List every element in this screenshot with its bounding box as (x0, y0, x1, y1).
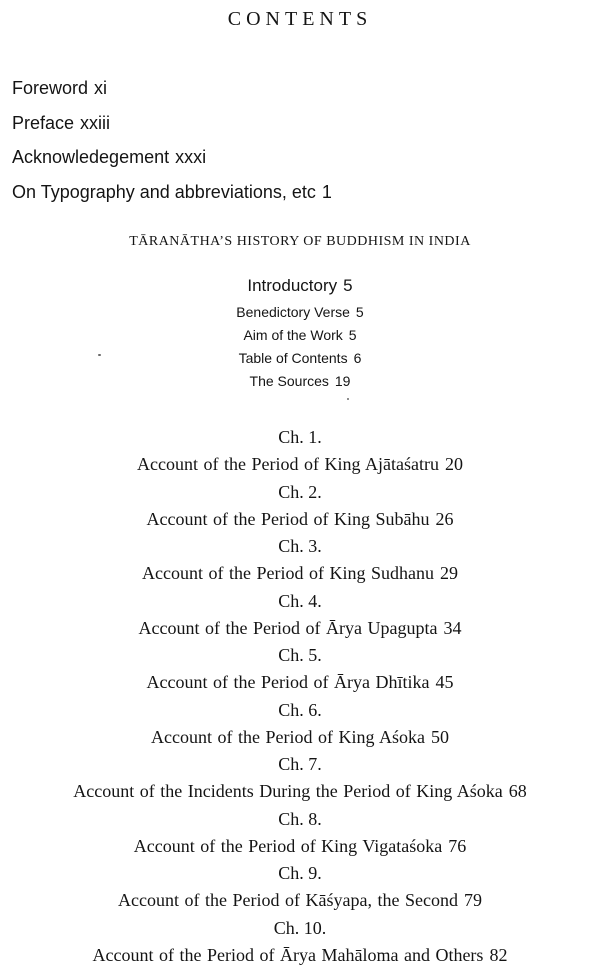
chapter-page: 20 (444, 454, 463, 474)
entry-title: On Typography and abbreviations, etc (12, 181, 316, 202)
entry-title: Table of Contents (238, 350, 348, 366)
chapter-line (0, 833, 600, 860)
entry-page: xxxi (175, 147, 207, 167)
front-matter-entry (12, 76, 332, 111)
entry-page: 19 (334, 373, 351, 389)
chapter-number: Ch. 10. (273, 917, 327, 938)
chapter-number: Ch. 5. (278, 645, 322, 665)
introductory-list (0, 302, 600, 394)
chapter-number: Ch. 6. (278, 699, 322, 720)
entry-title: The Sources (249, 373, 329, 389)
chapter-line (0, 560, 600, 587)
front-matter-entry (12, 111, 332, 146)
entry-title: Benedictory Verse (236, 304, 350, 320)
entry-page: xxiii (80, 112, 111, 133)
chapter-page: 45 (435, 672, 454, 692)
chapter-title: Account of the Period of Ārya Upagupta (138, 617, 438, 638)
chapter-page: 50 (430, 726, 449, 747)
chapter-page: 34 (443, 617, 462, 638)
chapter-line (0, 669, 600, 696)
introductory-subentry (0, 371, 600, 394)
chapter-page: 68 (508, 781, 527, 801)
entry-page: xi (94, 78, 108, 98)
chapter-number: Ch. 2. (278, 481, 322, 502)
chapter-line (0, 506, 600, 533)
entry-title: Introductory (247, 276, 338, 295)
introductory-entry (0, 276, 600, 296)
chapter-entry (0, 806, 600, 861)
scan-speck (98, 354, 101, 356)
section-title: TĀRANĀTHA’S HISTORY OF BUDDHISM IN INDIA (129, 234, 471, 249)
scan-speck (347, 398, 349, 400)
chapter-title: Account of the Period of Kāśyapa, the Second (118, 890, 458, 910)
chapter-line (0, 778, 600, 805)
chapter-page: 79 (463, 890, 482, 910)
chapter-entry (0, 424, 600, 479)
chapter-entry (0, 479, 600, 534)
chapter-line (0, 942, 600, 969)
chapter-entry (0, 533, 600, 588)
front-matter-list (12, 76, 332, 214)
entry-page: 5 (355, 304, 364, 320)
entry-page: 5 (348, 327, 357, 343)
chapter-line (0, 615, 600, 642)
entry-page: 6 (353, 350, 362, 366)
entry-page: 5 (343, 276, 353, 295)
page-heading: CONTENTS (227, 8, 373, 30)
entry-page: 1 (321, 181, 332, 202)
chapter-page: 29 (439, 563, 458, 583)
chapter-number: Ch. 7. (278, 754, 322, 774)
introductory-subentry (0, 325, 600, 348)
chapter-title: Account of the Period of King Sudhanu (142, 563, 434, 583)
chapter-line (0, 887, 600, 914)
chapter-title: Account of the Period of Ārya Mahāloma and Others (92, 944, 484, 965)
chapter-number: Ch. 3. (278, 536, 322, 556)
chapter-number: Ch. 4. (278, 590, 322, 611)
chapter-title: Account of the Period of King Vigataśoka (133, 835, 443, 856)
chapter-page: 82 (489, 944, 508, 965)
chapter-title: Account of the Period of King Ajātaśatru (137, 454, 439, 474)
chapter-number: Ch. 9. (278, 863, 322, 883)
chapter-title: Account of the Period of King Aśoka (151, 726, 425, 747)
chapter-entry (0, 642, 600, 697)
entry-title: Preface (12, 112, 75, 133)
chapter-entry (0, 751, 600, 806)
chapter-title: Account of the Period of King Subāhu (146, 508, 430, 529)
chapter-line (0, 724, 600, 751)
chapter-entry (0, 915, 600, 970)
chapter-entry (0, 588, 600, 643)
entry-title: Aim of the Work (243, 327, 343, 343)
chapter-page: 26 (435, 508, 454, 529)
chapter-page: 76 (448, 835, 467, 856)
chapter-title: Account of the Period of Ārya Dhītika (146, 672, 430, 692)
chapter-list (0, 424, 600, 969)
chapter-number: Ch. 8. (278, 808, 322, 829)
front-matter-entry (12, 145, 332, 180)
entry-title: Foreword (12, 78, 89, 98)
chapter-line (0, 451, 600, 478)
entry-title: Acknowledegement (12, 147, 170, 167)
chapter-entry (0, 860, 600, 915)
chapter-title: Account of the Incidents During the Period of King Aśoka (73, 781, 503, 801)
chapter-entry (0, 697, 600, 752)
introductory-subentry (0, 348, 600, 371)
chapter-number: Ch. 1. (278, 427, 322, 447)
introductory-subentry (0, 302, 600, 325)
front-matter-entry (12, 180, 332, 215)
